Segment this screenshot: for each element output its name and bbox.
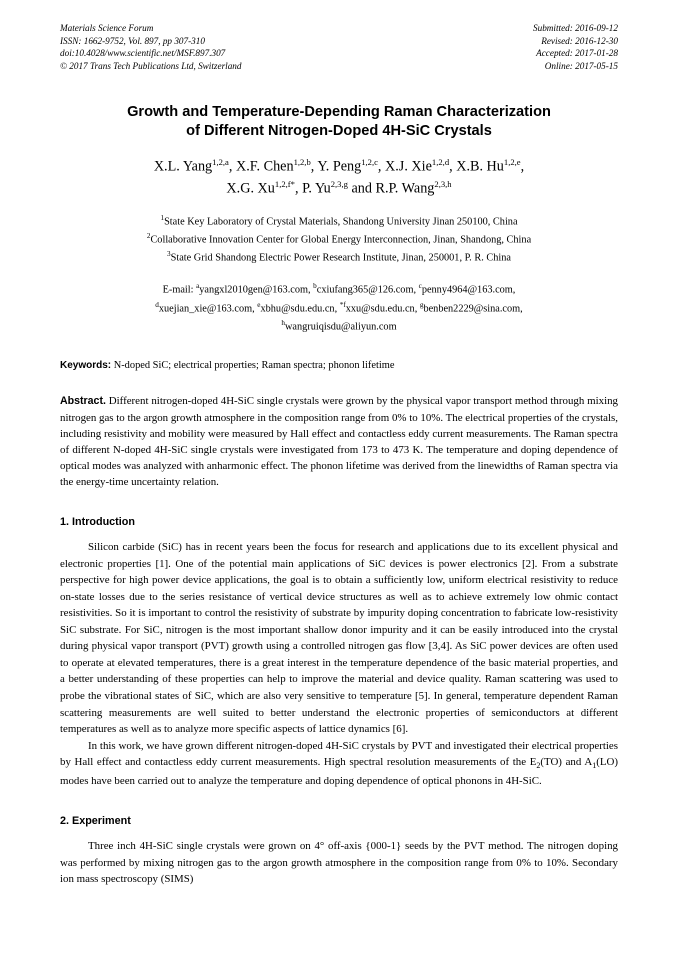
abstract-label: Abstract. bbox=[60, 395, 106, 408]
section-heading-experiment: 2. Experiment bbox=[60, 815, 131, 828]
experiment-paragraph-1: Three inch 4H-SiC single crystals were grown on 4° off-axis {000-1} seeds by the PVT method. The nitrogen doping was performed by mixing nitrogen gas to the argon growth atmosphere in the composition range from 0% to 10%. Secondary ion mass spectroscopy (SIMS) bbox=[60, 840, 618, 886]
affiliation-2: $^2$Collaborative Innovation Center for Global Energy Interconnection, Jinan, Shandong, China bbox=[146, 232, 532, 246]
submitted-date: Submitted: 2016-09-12 bbox=[533, 23, 618, 33]
online-date: Online: 2017-05-15 bbox=[544, 61, 618, 72]
page-title bbox=[60, 103, 618, 142]
email-line-1: E-mail: $^a$yangxl2010gen@163.com, $^b$cxiufang365@126.com, $^c$penny4964@163.com, bbox=[162, 282, 516, 296]
title-line-2: of Different Nitrogen-Doped 4H-SiC Crystals bbox=[186, 123, 492, 140]
journal-header-right bbox=[533, 22, 618, 73]
journal-header bbox=[60, 22, 618, 73]
journal-header-left bbox=[60, 22, 241, 73]
affiliation-list bbox=[60, 213, 618, 267]
affiliation-1: $^1$State Key Laboratory of Crystal Materials, Shandong University Jinan 250100, China bbox=[160, 214, 518, 228]
email-line-2: $^d$xuejian_xie@163.com, $^e$xbhu@sdu.edu.cn, $^{*f}$xxu@sdu.edu.cn, $^g$benben2229@sina.com, bbox=[155, 300, 523, 314]
author-line-2: X.G. $Xu^{1,2,f*}$, P. Yu$^{2,3,g}$ and R.P. Wang$^{2,3,h}$ bbox=[226, 179, 452, 197]
journal-doi: doi:10.4028/www.scientific.net/MSF.897.307 bbox=[60, 48, 226, 59]
keywords-label: Keywords: bbox=[60, 359, 112, 371]
keywords-text: N-doped SiC; electrical properties; Raman spectra; phonon lifetime bbox=[111, 359, 395, 371]
journal-name: Materials Science Forum bbox=[60, 23, 154, 33]
accepted-date: Accepted: 2017-01-28 bbox=[536, 48, 618, 59]
author-line-1: X.L. Yang$^{1,2,a}$, X.F. Chen$^{1,2,b}$, Y. Peng$^{1,2,c}$, X.J. Xie$^{1,2,d}$, X.B. Hu$^{1,2,e}$, bbox=[153, 157, 525, 175]
introduction-paragraph-2: In this work, we have grown different nitrogen-doped 4H-SiC crystals by PVT and investigated their electrical properties by Hall effect and contactless eddy current measurements. High spectral resolution measurements of the $E_2(TO)$ and $A_1(LO)$ modes have been carried out to analyze the temperature and doping dependence of optical phonons in 4H-SiC. bbox=[60, 739, 618, 787]
email-line-3: $^h$wangruiqisdu@aliyun.com bbox=[281, 318, 397, 333]
journal-copyright: © 2017 Trans Tech Publications Ltd, Switzerland bbox=[60, 61, 242, 72]
keywords-block bbox=[60, 358, 618, 374]
email-list bbox=[60, 281, 618, 335]
author-list bbox=[60, 156, 618, 200]
abstract-text: Different nitrogen-doped 4H-SiC single crystals were grown by the physical vapor transport method through mixing nitrogen gas to the argon growth atmosphere in the composition range from 0% to 10%. The electrical properties of the crystals, including resistivity and mobility were measured by Hall effect and contactless eddy current measurements. The Raman spectra of different N-doped 4H-SiC single crystals were investigated from 173 to 473 K. The temperature and doping dependence of optical modes was analyzed with anharmonic effect. The phonon lifetime was derived from the linewidths of Raman spectra via the energy-time uncertainty relation. bbox=[60, 395, 618, 488]
title-line-1: Growth and Temperature-Depending Raman Characterization bbox=[127, 103, 551, 120]
journal-issn-volume: ISSN: 1662-9752, Vol. 897, pp 307-310 bbox=[60, 35, 205, 46]
section-heading-introduction: 1. Introduction bbox=[60, 515, 135, 528]
abstract-block bbox=[60, 393, 618, 490]
introduction-paragraph-1: Silicon carbide (SiC) has in recent years been the focus for research and applications due to its excellent physical and electronic properties [1]. One of the potential main applications of SiC devices is power electronics [2]. From a substrate perspective for high power device applications, the goal is to obtain a sufficiently low, uniform electrical resistivity to reduce on-state losses due to the series resistance of vertical device structures as well as to achieve extremely low ohmic contact resistivities. So it is important to control the resistivity of substrate by impurity doping concentration to fabricate low-resistivity SiC substrate. For SiC, nitrogen is the most important shallow donor impurity and it can be easily introduced into the crystal during physical vapor transport (PVT) growth using a controlled nitrogen gas flow [3,4]. As SiC power devices are often used to operate at elevated temperatures, there is a great interest in the temperature dependence of the basic material properties, and a better understanding of these properties can help to improve the material and device quality. Raman scattering was used to probe the vibrational states of SiC, which are also very sensitive to temperature [5]. In general, temperature dependent Raman scattering measurements are well suited to better understand the electronic properties of semiconductors at different temperatures as well as to analyze more specific aspects of lattice dynamics [6]. bbox=[60, 540, 618, 736]
revised-date: Revised: 2016-12-30 bbox=[541, 35, 618, 46]
affiliation-3: $^3$State Grid Shandong Electric Power Research Institute, Jinan, 250001, P. R. China bbox=[167, 250, 511, 264]
paper-content bbox=[60, 22, 618, 888]
